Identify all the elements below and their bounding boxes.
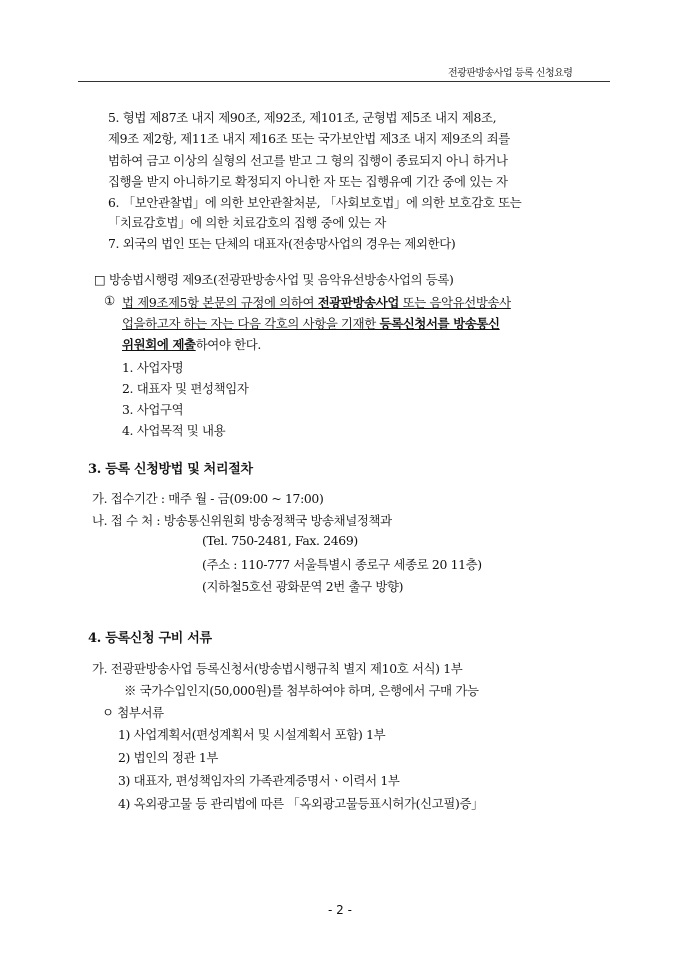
section-3-title: 3. 등록 신청방법 및 처리절차 (88, 462, 253, 477)
section-3-directions: (지하철5호선 광화문역 2번 출구 방향) (202, 579, 404, 594)
attachment-item: 3) 대표자, 편성책임자의 가족관계증명서ㆍ이력서 1부 (118, 773, 400, 788)
page-number: - 2 - (328, 903, 352, 917)
section-4-title: 4. 등록신청 구비 서류 (88, 631, 212, 646)
attachment-item: 4) 옥외광고물 등 관리법에 따른 「옥외광고물등표시허가(신고필)증」 (118, 796, 484, 811)
section-4-attachments-heading: ㅇ 첨부서류 (102, 705, 164, 720)
law-text-segment: 업을하고자 하는 자는 다음 각호의 사항을 기재한 (122, 316, 380, 331)
attachment-item: 1) 사업계획서(편성계획서 및 시설계획서 포함) 1부 (118, 727, 386, 742)
law-emphasis: 위원회에 제출 (122, 337, 196, 352)
section-4-application-form: 가. 전광판방송사업 등록신청서(방송법시행규칙 별지 제10호 서식) 1부 (92, 661, 463, 676)
section-3-period: 가. 접수기간 : 매주 월 - 금(09:00 ~ 17:00) (92, 491, 324, 506)
law-list-item: 4. 사업목적 및 내용 (122, 423, 226, 438)
item-5-line-2: 제9조 제2항, 제11조 내지 제16조 또는 국가보안법 제3조 내지 제9조의 죄를 (108, 131, 510, 146)
item-7: 7. 외국의 법인 또는 단체의 대표자(전송망사업의 경우는 제외한다) (108, 236, 456, 251)
law-list-item: 1. 사업자명 (122, 360, 184, 375)
law-paragraph-line-2 (122, 314, 500, 332)
paragraph-marker: ① (104, 293, 115, 308)
item-5-line-3: 범하여 금고 이상의 실형의 선고를 받고 그 형의 집행이 종료되지 아니 하거나 (108, 153, 508, 168)
law-heading: □ 방송법시행령 제9조(전광판방송사업 및 음악유선방송사업의 등록) (94, 272, 454, 287)
item-6-line-2: 「치료감호법」에 의한 치료감호의 집행 중에 있는 자 (108, 215, 386, 230)
law-paragraph-line-3 (122, 335, 261, 353)
law-text-segment: 법 제9조제5항 본문의 규정에 의하여 (122, 295, 318, 310)
section-3-office: 나. 접 수 처 : 방송통신위원회 방송정책국 방송채널정책과 (92, 513, 392, 528)
law-list-item: 3. 사업구역 (122, 402, 184, 417)
item-5-line-1: 5. 형법 제87조 내지 제90조, 제92조, 제101조, 군형법 제5조 내지 제8조, (108, 110, 497, 125)
law-text-segment: 또는 음악유선방송사 (399, 295, 511, 310)
law-emphasis: 등록신청서를 방송통신 (379, 316, 500, 331)
law-text-segment: 하여야 한다. (195, 337, 261, 352)
section-4-stamp-note: ※ 국가수입인지(50,000원)를 첨부하여야 하며, 은행에서 구매 가능 (124, 683, 479, 698)
section-3-address: (주소 : 110-777 서울특별시 종로구 세종로 20 11층) (202, 557, 482, 572)
running-header: 전광판방송사업 등록 신청요령 (448, 68, 573, 79)
law-emphasis: 전광판방송사업 (317, 295, 400, 310)
attachment-item: 2) 법인의 정관 1부 (118, 750, 219, 765)
item-5-line-4: 집행을 받지 아니하기로 확정되지 아니한 자 또는 집행유예 기간 중에 있는 자 (108, 174, 508, 189)
section-3-phone: (Tel. 750-2481, Fax. 2469) (202, 533, 358, 548)
law-paragraph-line-1 (122, 293, 511, 311)
item-6-line-1: 6. 「보안관찰법」에 의한 보안관찰처분, 「사회보호법」에 의한 보호감호 또는 (108, 195, 522, 210)
header-divider (78, 81, 610, 82)
law-list-item: 2. 대표자 및 편성책임자 (122, 381, 249, 396)
